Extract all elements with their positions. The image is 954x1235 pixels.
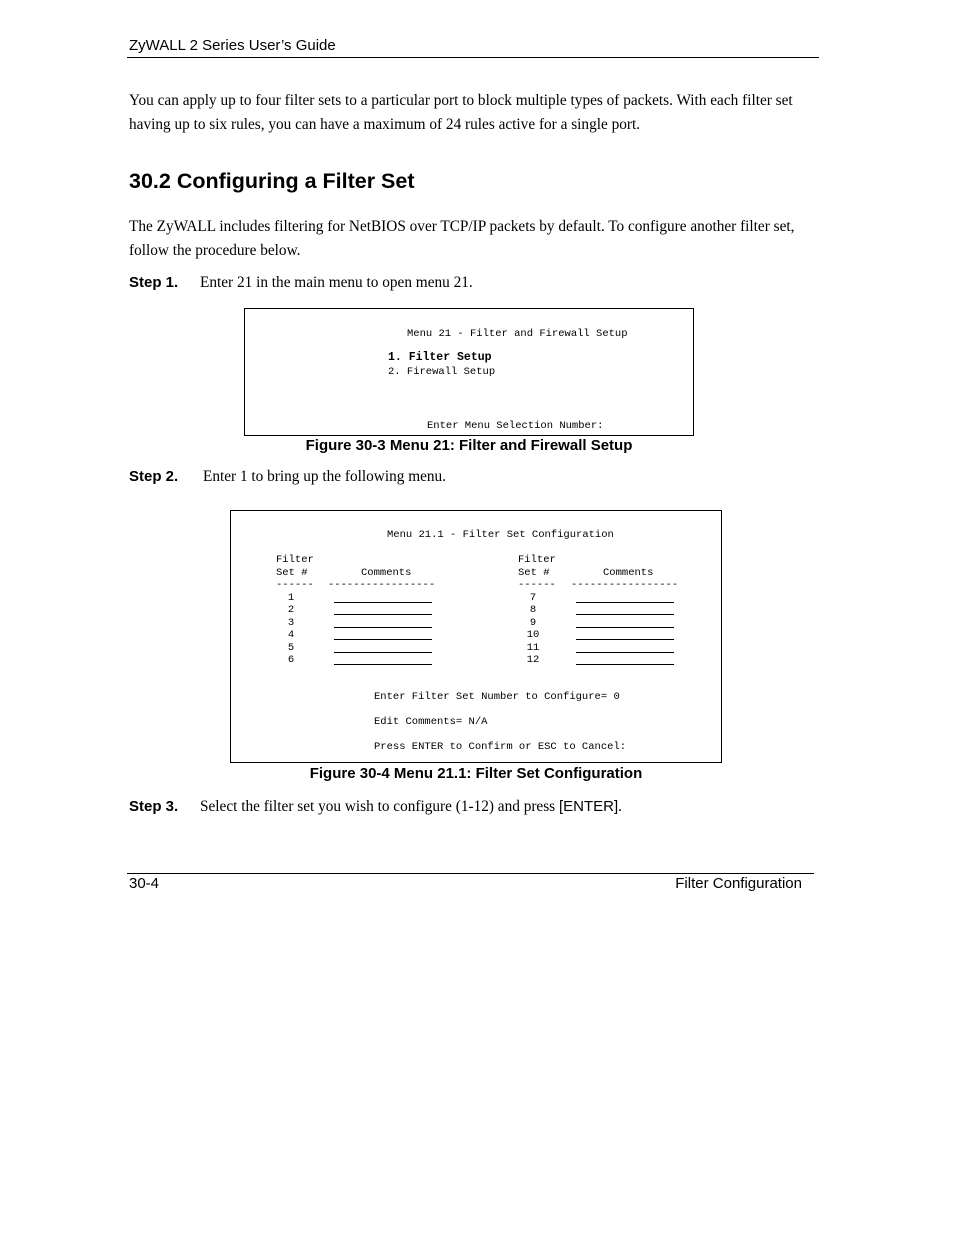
step-2-text: Enter 1 to bring up the following menu. (203, 468, 447, 485)
comment-field[interactable] (576, 605, 674, 615)
step-1-label: Step 1. (129, 274, 179, 291)
menu-21-item-filter-setup[interactable]: 1. Filter Setup (388, 351, 492, 364)
menu-21-title: Menu 21 - Filter and Firewall Setup (407, 328, 628, 340)
menu-21-prompt[interactable]: Enter Menu Selection Number: (427, 420, 604, 432)
right-comments-header: Comments (603, 567, 654, 579)
right-set-header: Set # (518, 567, 550, 579)
figure-30-3-caption: Figure 30-3 Menu 21: Filter and Firewall Setup (305, 437, 633, 454)
step-2 (129, 468, 446, 486)
comment-field[interactable] (576, 618, 674, 628)
filter-set-number-prompt[interactable]: Enter Filter Set Number to Configure= 0 (374, 691, 620, 703)
right-set-dashes: ------ (518, 579, 556, 591)
menu-21-1-title: Menu 21.1 - Filter Set Configuration (387, 529, 614, 541)
filter-set-number[interactable]: 4 (287, 629, 295, 641)
step-3-text: Select the filter set you wish to configure (1-12) and press (200, 798, 559, 815)
section-heading: 30.2 Configuring a Filter Set (129, 169, 415, 193)
menu-21-screen (244, 308, 694, 436)
comment-field[interactable] (334, 618, 432, 628)
comment-field[interactable] (576, 655, 674, 665)
step-3 (129, 798, 622, 816)
left-set-dashes: ------ (276, 579, 314, 591)
comment-field[interactable] (334, 630, 432, 640)
left-filter-header: Filter (276, 554, 314, 566)
section-paragraph: The ZyWALL includes filtering for NetBIOS over TCP/IP packets by default. To configure another filter set, follow the procedure below. (129, 218, 795, 259)
filter-set-number[interactable]: 2 (287, 604, 295, 616)
edit-comments-prompt[interactable]: Edit Comments= N/A (374, 716, 488, 728)
confirm-prompt[interactable]: Press ENTER to Confirm or ESC to Cancel: (374, 741, 627, 753)
filter-set-number[interactable]: 3 (287, 617, 295, 629)
footer-divider (127, 873, 814, 874)
comment-field[interactable] (334, 605, 432, 615)
step-2-label: Step 2. (129, 468, 179, 485)
left-set-header: Set # (276, 567, 308, 579)
header-title: ZyWALL 2 Series User’s Guide (129, 37, 336, 54)
comment-field[interactable] (334, 643, 432, 653)
filter-set-number[interactable]: 11 (526, 642, 540, 654)
menu-21-1-screen (230, 510, 722, 763)
filter-set-number[interactable]: 12 (526, 654, 540, 666)
figure-30-4-caption: Figure 30-4 Menu 21.1: Filter Set Configuration (309, 765, 643, 782)
comment-field[interactable] (334, 655, 432, 665)
comment-field[interactable] (576, 593, 674, 603)
filter-set-number[interactable]: 6 (287, 654, 295, 666)
filter-set-number[interactable]: 9 (529, 617, 537, 629)
comment-field[interactable] (334, 593, 432, 603)
filter-set-number[interactable]: 5 (287, 642, 295, 654)
step-1 (129, 274, 473, 292)
step-3-label: Step 3. (129, 798, 179, 815)
step-3-end: . (618, 798, 622, 815)
filter-set-number[interactable]: 10 (526, 629, 540, 641)
page-number: 30-4 (129, 875, 160, 892)
menu-21-item-firewall-setup[interactable]: 2. Firewall Setup (388, 366, 496, 378)
step-1-text: Enter 21 in the main menu to open menu 21. (200, 274, 473, 291)
header-divider (127, 57, 819, 58)
chapter-title: Filter Configuration (675, 875, 802, 892)
right-comments-dashes: ----------------- (571, 579, 679, 591)
right-filter-header: Filter (518, 554, 556, 566)
filter-set-number[interactable]: 7 (529, 592, 537, 604)
comment-field[interactable] (576, 643, 674, 653)
left-comments-header: Comments (361, 567, 412, 579)
filter-set-number[interactable]: 1 (287, 592, 295, 604)
intro-paragraph: You can apply up to four filter sets to a particular port to block multiple types of packets. With each filter set having up to six rules, you can have a maximum of 24 rules active for a single port. (129, 92, 793, 133)
filter-set-number[interactable]: 8 (529, 604, 537, 616)
left-comments-dashes: ----------------- (328, 579, 436, 591)
enter-key-label: [ENTER] (558, 798, 619, 815)
comment-field[interactable] (576, 630, 674, 640)
